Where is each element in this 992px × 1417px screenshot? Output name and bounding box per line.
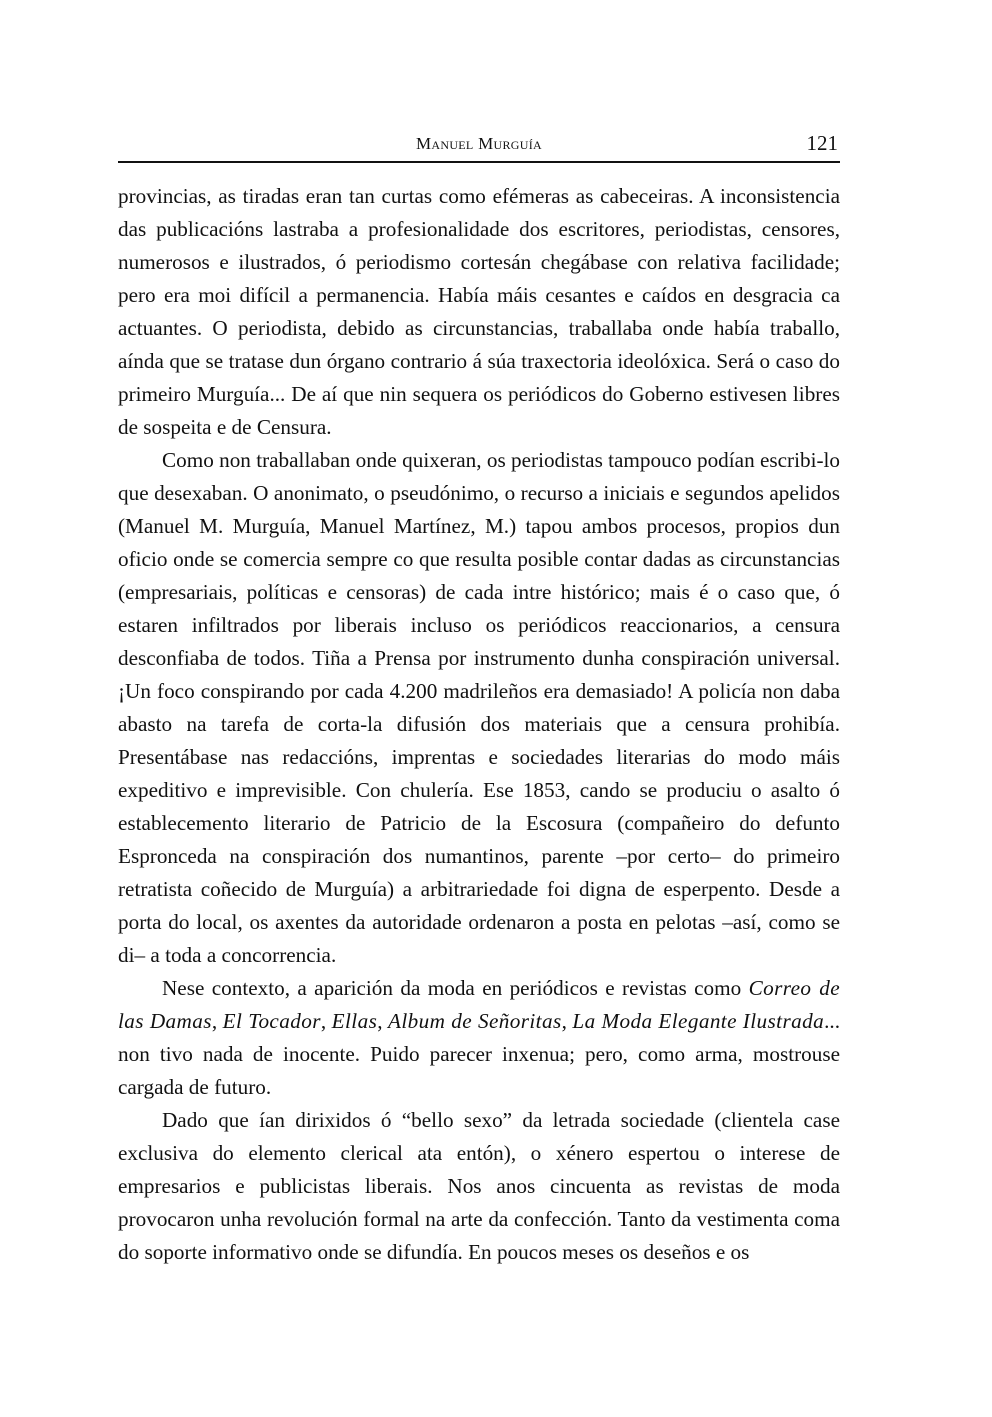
- magazine-title: Ellas: [331, 1009, 378, 1033]
- paragraph-3: Nese contexto, a aparición da moda en periódicos e revistas como Correo de las Damas, El Tocador, Ellas, Album de Señoritas, La Moda Elegante Ilustrada... non tivo nada de inocente. Puido parecer inxenua; pero, como arma, mostrouse cargada de futuro.: [118, 976, 841, 1099]
- running-head-text: Manuel Murguía: [415, 134, 542, 153]
- paragraph-4: Dado que ían dirixidos ó “bello sexo” da letrada sociedade (clientela case exclusiva do elemento clerical ata entón), o xénero espertou o interese de empresarios e publicistas liberais. Nos anos cincuenta as revistas de moda provocaron unha revolución formal na arte da confección. Tanto da vestimenta coma do soporte informativo onde se difundía. En poucos meses os deseños e os: [118, 1108, 840, 1264]
- paragraph-1: provincias, as tiradas eran tan curtas como efémeras as cabeceiras. A inconsistencia das publicacións lastraba a profesionalidade dos escritores, periodistas, censores, numerosos e ilustrados, ó periodismo cortesán chegábase con relativa facilidade; pero era moi difícil a permanencia. Había máis cesantes e caídos en desgracia ca actuantes. O periodista, debido as circunstancias, traballaba onde había traballo, aínda que se tratase dun órgano contrario á súa traxectoria ideolóxica. Será o caso do primeiro Murguía... De aí que nin sequera os periódicos do Goberno estivesen libres de sospeita e de Censura.: [118, 184, 840, 439]
- page-header: [118, 131, 840, 163]
- paragraph-3-intro: Nese contexto, a aparición da moda en periódicos e revistas como: [162, 976, 749, 1000]
- body-text: [118, 180, 840, 1269]
- page-number: 121: [806, 131, 838, 155]
- running-head: [118, 134, 840, 154]
- paragraph-2: Como non traballaban onde quixeran, os periodistas tampouco podían escribi-lo que desexaban. O anonimato, o pseudónimo, o recurso a iniciais e segundos apelidos (Manuel M. Murguía, Manuel Martínez, M.) tapou ambos procesos, propios dun oficio onde se comercia sempre co que resulta posible contar dadas as circunstancias (empresariais, políticas e censoras) de cada intre histórico; mais é o caso que, ó estaren infiltrados por liberais incluso os periódicos reaccionarios, a censura desconfiaba de todos. Tiña a Prensa por instrumento dunha conspiración universal. ¡Un foco conspirando por cada 4.200 madrileños era demasiado! A policía non daba abasto na tarefa de corta-la difusión dos materiais que a censura prohibía. Presentábase nas redaccións, imprentas e sociedades literarias do modo máis expeditivo e imprevisible. Con chulería. Ese 1853, cando se produciu o asalto ó establecemento literario de Patricio de la Escosura (compañeiro do defunto Espronceda na conspiración dos numantinos, parente –por certo– do primeiro retratista coñecido de Murguía) a arbitrariedade foi digna de esperpento. Desde a porta do local, os axentes da autoridade ordenaron a posta en pelotas –así, como se di– a toda a concorrencia.: [118, 448, 840, 967]
- magazine-title: El Tocador: [222, 1009, 321, 1033]
- magazine-title: Album de Señoritas: [388, 1009, 562, 1033]
- magazine-title: La Moda Elegante Ilustrada: [572, 1009, 825, 1033]
- magazine-title: Correo de las Damas: [118, 976, 841, 1033]
- paragraph-3-outro: ... non tivo nada de inocente. Puido parecer inxenua; pero, como arma, mostrouse cargada de futuro.: [118, 1009, 840, 1099]
